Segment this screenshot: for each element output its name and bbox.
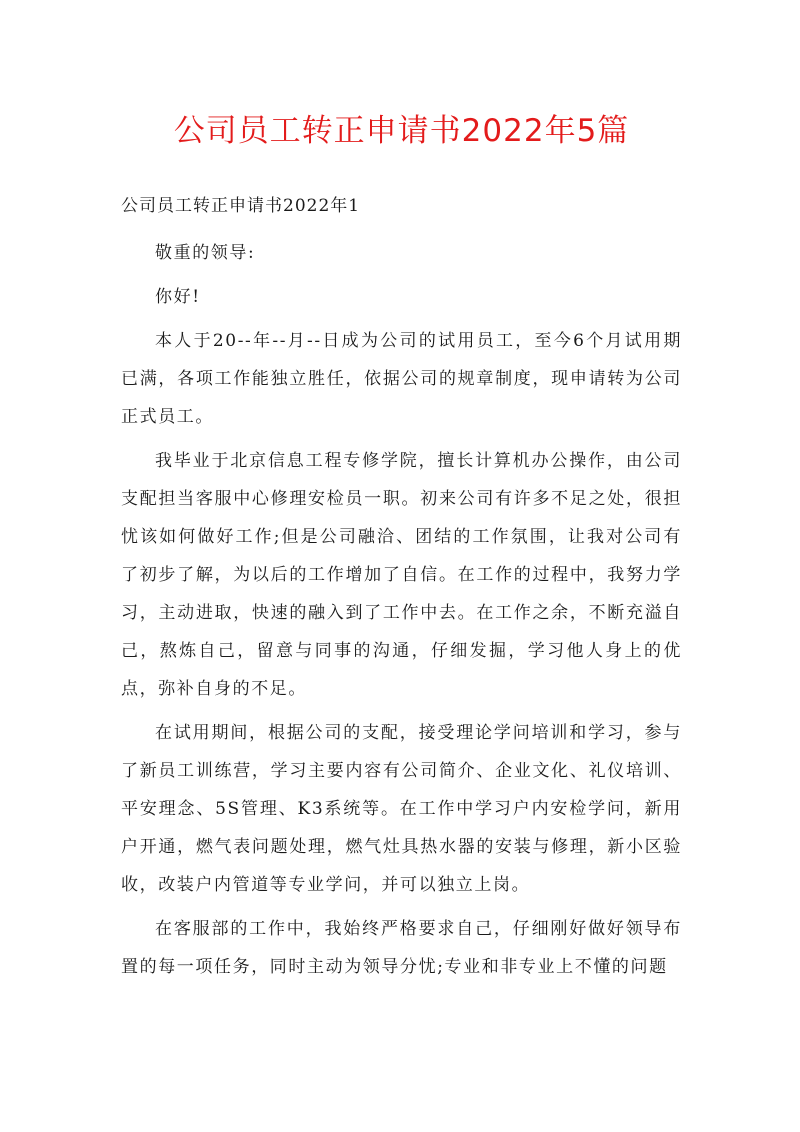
salutation: 敬重的领导: [155,243,256,263]
paragraph-intro: 本人于20--年--月--日成为公司的试用员工，至今6个月试用期已满，各项工作能独立胜任，依据公司的规章制度，现申请转为公司正式员工。 [121,331,682,427]
document-title: 公司员工转正申请书2022年5篇 [173,113,630,149]
section-subtitle: 公司员工转正申请书2022年1 [121,196,361,216]
paragraph-background: 我毕业于北京信息工程专修学院，擅长计算机办公操作，由公司支配担当客服中心修理安检员一职。初来公司有许多不足之处，很担忧该如何做好工作;但是公司融洽、团结的工作氛围，让我对公司有了初步了解，为以后的工作增加了自信。在工作的过程中，我努力学习，主动进取，快速的融入到了工作中去。在工作之余，不断充溢自己，熬炼自己，留意与同事的沟通，仔细发掘，学习他人身上的优点，弥补自身的不足。 [121,451,682,699]
greeting: 你好! [155,287,201,307]
paragraph-training: 在试用期间，根据公司的支配，接受理论学问培训和学习，参与了新员工训练营，学习主要内容有公司简介、企业文化、礼仪培训、平安理念、5S管理、K3系统等。在工作中学习户内安检学问，新用户开通，燃气表问题处理，燃气灶具热水器的安装与修理，新小区验收，改装户内管道等专业学问，并可以独立上岗。 [121,723,682,895]
paragraph-customer-service: 在客服部的工作中，我始终严格要求自己，仔细刚好做好领导布置的每一项任务，同时主动为领导分忧;专业和非专业上不懂的问题 [121,919,682,977]
